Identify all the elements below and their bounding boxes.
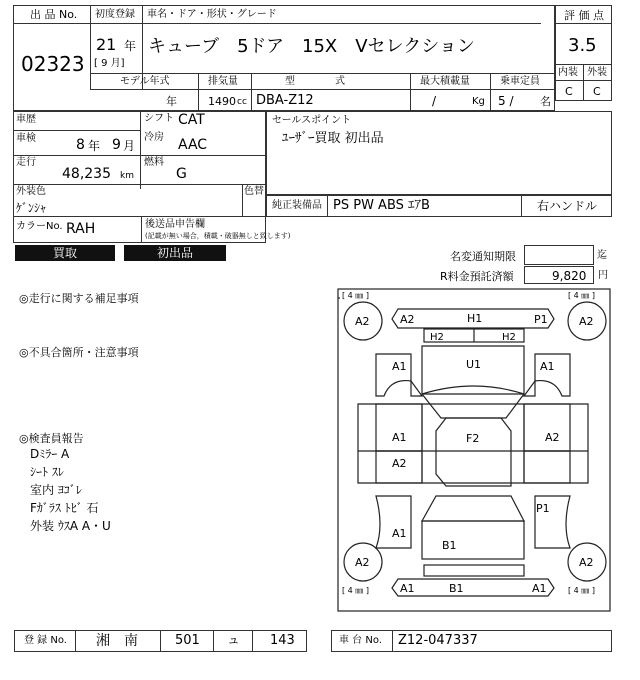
max-load-sep: / xyxy=(432,94,437,108)
color-no-value: RAH xyxy=(66,221,96,237)
inspection-month-unit: 月 xyxy=(123,139,136,153)
inspector-line: Dﾐﾗｰ A xyxy=(30,447,70,461)
roof xyxy=(436,418,511,486)
recycle-unit: 円 xyxy=(598,270,608,281)
mark-front-bumper-center: H1 xyxy=(467,312,483,325)
ext-color-label: 外装色 xyxy=(16,186,46,197)
divider xyxy=(90,5,91,89)
mark-rear-door-left: A2 xyxy=(392,457,407,470)
inspector-line: Fｶﾞﾗｽ ﾄﾋﾞ 石 xyxy=(30,501,99,515)
divider xyxy=(140,111,141,189)
mark-trunk: B1 xyxy=(442,539,457,552)
displacement-value: 1490 xyxy=(208,95,236,108)
recycle-value: 9,820 xyxy=(552,269,587,283)
divider xyxy=(90,73,555,74)
quarter-left xyxy=(376,496,411,548)
inspection-year-unit: 年 xyxy=(88,139,101,153)
interior-grade: C xyxy=(565,85,573,98)
rear-door-right xyxy=(524,451,570,483)
reg-kana: ュ xyxy=(227,633,241,648)
reg-class: 501 xyxy=(175,633,200,648)
aftermarket-note: (記載が無い場合，積載・破器無しと致します) xyxy=(145,232,291,240)
interior-label: 内装 xyxy=(558,67,578,78)
divider xyxy=(521,195,522,217)
shift-value: CAT xyxy=(178,112,205,128)
reg-year-value: 21 xyxy=(96,35,117,54)
history-label: 車歴 xyxy=(16,114,36,125)
equipment-label: 純正装備品 xyxy=(272,200,322,211)
mark-quarter-right: P1 xyxy=(536,502,550,515)
name-change-field xyxy=(524,245,594,265)
model-year-label: モデル年式 xyxy=(120,76,170,87)
lot-no-label: 出 品 No. xyxy=(30,8,78,21)
tag-first-listing: 初出品 xyxy=(124,245,226,261)
trunk xyxy=(422,521,524,559)
inspection-month: 9 xyxy=(112,137,121,153)
rear-bumper xyxy=(392,579,554,596)
mileage-label: 走行 xyxy=(16,157,36,168)
driving-notes-label: ◎走行に関する補足事項 xyxy=(19,292,139,305)
fuel-value: G xyxy=(176,166,187,182)
divider xyxy=(555,23,612,24)
divider xyxy=(410,73,411,111)
windshield xyxy=(422,394,524,418)
divider xyxy=(251,73,252,111)
corner-label: [ 4 ㎜ ] xyxy=(568,291,595,300)
mark-front-door-right: A2 xyxy=(545,431,560,444)
ac-label: 冷房 xyxy=(144,132,164,143)
divider xyxy=(583,64,584,101)
divider xyxy=(252,630,253,652)
mark-hood: U1 xyxy=(466,358,482,371)
mileage-value: 48,235 xyxy=(62,166,111,182)
fuel-label: 燃料 xyxy=(144,157,164,168)
divider xyxy=(13,155,266,156)
max-load-label: 最大積載量 xyxy=(420,76,470,87)
divider xyxy=(490,73,491,111)
equipment-value: PS PW ABS ｴｱB xyxy=(333,198,430,213)
type-value: DBA-Z12 xyxy=(256,93,314,108)
inspection-year: 8 xyxy=(76,137,85,153)
aftermarket-label: 後送品申告欄 xyxy=(145,219,205,230)
corner-label: [ 4 ㎜ ] xyxy=(342,586,369,595)
car-damage-diagram xyxy=(336,286,612,616)
mark-grille-left: H2 xyxy=(430,332,444,343)
mark-tire-rr: A2 xyxy=(579,556,594,569)
divider xyxy=(90,89,555,90)
mark-rear-bumper-center: B1 xyxy=(449,582,464,595)
reg-no-label: 登 録 No. xyxy=(24,635,67,646)
exterior-grade: C xyxy=(593,85,601,98)
divider xyxy=(13,130,140,131)
divider xyxy=(13,23,541,24)
inspector-line: 外装 ｳｽA A・U xyxy=(30,519,111,533)
inspector-label: ◎検査員報告 xyxy=(19,432,84,445)
inspector-line: 室内 ﾖｺﾞﾚ xyxy=(30,483,82,497)
car-name-label: 車名・ドア・形状・グレード xyxy=(147,9,277,20)
corner-label: [ 4 ㎜ ] xyxy=(342,291,369,300)
name-change-label: 名変通知期限 xyxy=(450,250,516,263)
name-change-unit: 迄 xyxy=(597,250,607,261)
divider xyxy=(141,216,142,243)
capacity-unit: 名 xyxy=(540,95,551,108)
sales-points-value: ﾕｰｻﾞｰ買取 初出品 xyxy=(282,131,384,146)
displacement-label: 排気量 xyxy=(208,76,238,87)
mark-tire-rl: A2 xyxy=(355,556,370,569)
model-year-unit: 年 xyxy=(166,95,177,108)
mark-front-door-left: A1 xyxy=(392,431,407,444)
rear-lamp-strip xyxy=(424,565,524,576)
mark-tire-fr: A2 xyxy=(579,315,594,328)
score-value: 3.5 xyxy=(568,35,597,56)
chassis-value: Z12-047337 xyxy=(398,633,478,648)
color-change-label: 色替 xyxy=(244,186,264,197)
divider xyxy=(75,630,76,652)
divider xyxy=(160,630,161,652)
first-reg-label: 初度登録 xyxy=(95,9,135,20)
defects-label: ◎不具合箇所・注意事項 xyxy=(19,346,139,359)
reg-year-unit: 年 xyxy=(124,39,137,53)
ac-value: AAC xyxy=(178,137,208,153)
max-load-unit: Kg xyxy=(472,96,485,107)
lot-no-value: 02323 xyxy=(21,52,85,76)
car-name-value: キューブ 5ドア 15X Vセレクション xyxy=(148,36,475,57)
mark-quarter-left: A1 xyxy=(392,527,407,540)
exterior-label: 外装 xyxy=(587,67,607,78)
rear-glass xyxy=(422,496,524,521)
mark-roof: F2 xyxy=(466,432,480,445)
reg-month-value: [ 9 月] xyxy=(94,58,125,69)
score-label: 評 価 点 xyxy=(564,9,604,22)
tag-purchase: 買取 xyxy=(15,245,115,261)
sales-points-label: セールスポイント xyxy=(272,115,352,126)
reg-area: 湘 南 xyxy=(96,633,138,649)
shift-label: シフト xyxy=(144,113,174,124)
type-label: 型 式 xyxy=(285,76,345,87)
mark-rear-bumper-right: A1 xyxy=(532,582,547,595)
mileage-unit: km xyxy=(120,171,134,181)
divider xyxy=(13,184,266,185)
chassis-label: 車 台 No. xyxy=(339,635,382,646)
divider xyxy=(392,630,393,652)
capacity-value: 5 / xyxy=(498,94,514,108)
inspection-label: 車検 xyxy=(16,133,36,144)
mark-rear-bumper-left: A1 xyxy=(400,582,415,595)
divider xyxy=(242,184,243,216)
mark-grille-right: H2 xyxy=(502,332,516,343)
divider xyxy=(327,195,328,217)
ext-color-value: ｹﾞﾝｼｬ xyxy=(16,201,47,215)
divider xyxy=(13,216,266,217)
reg-number: 143 xyxy=(270,633,295,648)
inspector-line: ｼｰﾄ ｽﾚ xyxy=(30,465,64,479)
corner-label: [ 4 ㎜ ] xyxy=(568,586,595,595)
mark-front-bumper-right: P1 xyxy=(534,313,548,326)
mark-fender-left: A1 xyxy=(392,360,407,373)
recycle-label: R料金預託済額 xyxy=(440,270,514,283)
divider xyxy=(213,630,214,652)
mark-tire-fl: A2 xyxy=(355,315,370,328)
color-no-label: カラーNo. xyxy=(16,221,63,232)
mark-fender-right: A1 xyxy=(540,360,555,373)
handle-value: 右ハンドル xyxy=(537,199,598,213)
divider xyxy=(198,73,199,111)
capacity-label: 乗車定員 xyxy=(500,76,540,87)
mark-front-bumper-left: A2 xyxy=(400,313,415,326)
displacement-unit: cc xyxy=(237,97,247,107)
